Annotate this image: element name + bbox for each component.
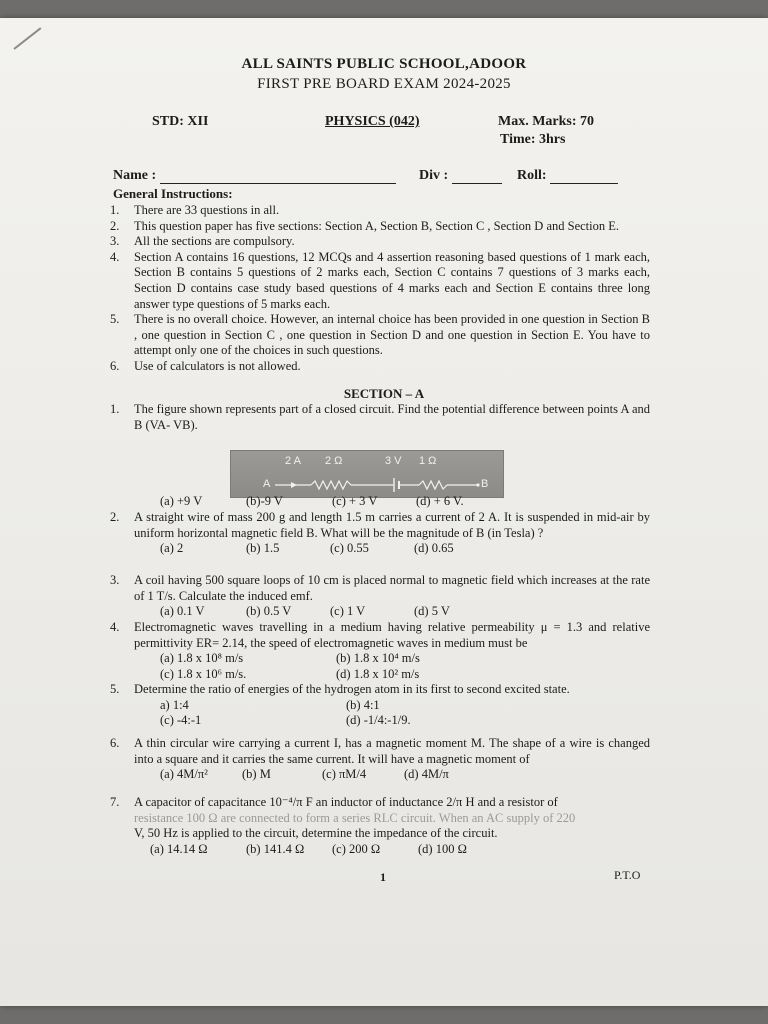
name-field <box>113 168 396 184</box>
instructions-list <box>110 203 650 375</box>
option: (c) πM/4 <box>322 767 367 782</box>
option: (c) 0.55 <box>330 541 369 556</box>
circuit-current-label: 2 A <box>285 455 301 467</box>
circuit-resistor1-label: 2 Ω <box>325 455 343 467</box>
instruction-item: 1. There are 33 questions in all. <box>110 203 280 217</box>
question-text: Electromagnetic waves travelling in a medium having relative permeability μ = 1.3 and relative permittivity ER= 2.14, the speed of electromagnetic waves in medium must be <box>134 620 650 650</box>
option: (d) 0.65 <box>414 541 454 556</box>
pto-label: P.T.O <box>614 868 641 882</box>
question-text-faded: resistance 100 Ω are connected to form a series RLC circuit. When an AC supply of 220 <box>134 810 576 825</box>
max-marks-label: Max. Marks: 70 <box>498 114 595 129</box>
page-number: 1 <box>380 870 386 884</box>
option: a) 1:4 <box>160 697 189 712</box>
question-2: 2. A straight wire of mass 200 g and length 1.5 m carries a current of 2 A. It is suspended in mid-air by uniform horizontal magnetic field B. What will be the magnitude of B (in Tesla) ? (a) 2 (b) 1.5 (c) 0.55 (d) 0.65 <box>110 510 650 556</box>
option: (d) 100 Ω <box>418 841 467 856</box>
roll-blank <box>550 169 618 184</box>
name-label: Name : <box>113 168 157 183</box>
option: (c) 1.8 x 10⁶ m/s. <box>160 666 247 681</box>
option: (a) 0.1 V <box>160 604 205 619</box>
school-name: ALL SAINTS PUBLIC SCHOOL,ADOOR <box>241 56 527 72</box>
question-text: The figure shown represents part of a closed circuit. Find the potential difference between points A and B (VA- VB). <box>134 402 650 432</box>
option: (b) M <box>242 767 271 782</box>
question-1-options <box>110 494 650 510</box>
option: (a) 14.14 Ω <box>150 841 208 856</box>
subject-label: PHYSICS (042) <box>325 114 420 129</box>
question-text: A capacitor of capacitance 10⁻⁴/π F an inductor of inductance 2/π H and a resistor of <box>134 795 558 809</box>
option: (d) 4M/π <box>404 767 449 782</box>
option: (d) -1/4:-1/9. <box>346 713 411 728</box>
circuit-point-b: B <box>481 478 489 490</box>
option: (c) + 3 V <box>332 494 378 508</box>
roll-field <box>517 168 618 184</box>
instruction-item: 3. All the sections are compulsory. <box>110 234 295 249</box>
question-text: Determine the ratio of energies of the hydrogen atom in its first to second excited state. <box>134 682 570 696</box>
question-text: A straight wire of mass 200 g and length 1.5 m carries a current of 2 A. It is suspended in mid-air by uniform horizontal magnetic field B. What will be the magnitude of B (in Tesla) ? <box>134 510 650 540</box>
question-text: A thin circular wire carrying a current I, has a magnetic moment M. The shape of a wire is changed into a square and it carries the same current. It will have a magnetic moment of <box>134 736 650 766</box>
option: (b) 0.5 V <box>246 604 292 619</box>
exam-paper <box>0 18 768 1006</box>
instruction-item: 5. There is no overall choice. However, an internal choice has been provided in one question in Section B , one question in Section C , one question in Section D and one question in Section E. You have to attempt only one of the choices in such questions. <box>110 312 650 358</box>
question-7: 7. A capacitor of capacitance 10⁻⁴/π F an inductor of inductance 2/π H and a resistor of resistance 100 Ω are connected to form a series RLC circuit. When an AC supply of 220 V, 50 Hz is applied to the circuit, determine the impedance of the circuit. (a) 14.14 Ω (b) 141.4 Ω (c) 200 Ω (d) 100 Ω <box>110 795 650 857</box>
time-label: Time: 3hrs <box>500 132 566 147</box>
div-label: Div : <box>419 168 449 183</box>
question-3: 3. A coil having 500 square loops of 10 cm is placed normal to magnetic field which increases at the rate of 1 T/s. Calculate the induced emf. (a) 0.1 V (b) 0.5 V (c) 1 V (d) 5 V <box>110 573 650 619</box>
option: (c) 200 Ω <box>332 841 381 856</box>
section-a-heading: SECTION – A <box>343 386 425 401</box>
question-1: 1. The figure shown represents part of a closed circuit. Find the potential difference between points A and B (VA- VB). <box>110 402 650 432</box>
question-4: 4. Electromagnetic waves travelling in a medium having relative permeability μ = 1.3 and relative permittivity ER= 2.14, the speed of electromagnetic waves in medium must be (a) 1.8 x 10⁸ m/s (b) 1.8 x 10⁴ m/s (c) 1.8 x 10⁶ m/s. (d) 1.8 x 10² m/s <box>110 620 650 681</box>
pencil-mark <box>13 27 41 50</box>
option: (b) 1.8 x 10⁴ m/s <box>336 651 420 666</box>
name-blank <box>160 169 396 184</box>
option: (b)-9 V <box>246 494 283 508</box>
option: (a) 1.8 x 10⁸ m/s <box>160 651 244 666</box>
circuit-wires <box>231 451 503 497</box>
roll-label: Roll: <box>517 168 547 183</box>
option: (b) 1.5 <box>246 541 280 556</box>
instruction-item: 4. Section A contains 16 questions, 12 MCQs and 4 assertion reasoning based questions of 1 mark each, Section B contains 5 questions of 2 marks each, Section C contains 7 questions of 3 marks each, Section D contains case study based questions of 4 marks each and Section E contains three long answer type questions of 5 marks each. <box>110 249 650 311</box>
div-blank <box>452 169 502 184</box>
option: (d) 1.8 x 10² m/s <box>336 666 420 681</box>
exam-title: FIRST PRE BOARD EXAM 2024-2025 <box>257 76 511 92</box>
question-text: V, 50 Hz is applied to the circuit, determine the impedance of the circuit. <box>134 826 498 841</box>
standard-label: STD: XII <box>152 114 209 129</box>
option: (b) 141.4 Ω <box>246 841 305 856</box>
option: (c) 1 V <box>330 604 366 619</box>
circuit-point-a: A <box>263 478 271 490</box>
option: (a) 4M/π² <box>160 767 208 782</box>
circuit-diagram <box>230 450 504 498</box>
option: (b) 4:1 <box>346 697 380 712</box>
instruction-item: 2. This question paper has five sections: Section A, Section B, Section C , Section D and Section E. <box>110 218 619 233</box>
option: (a) +9 V <box>160 494 203 508</box>
instructions-heading: General Instructions: <box>113 186 233 201</box>
question-6: 6. A thin circular wire carrying a current I, has a magnetic moment M. The shape of a wire is changed into a square and it carries the same current. It will have a magnetic moment of (a) 4M/π² (b) M (c) πM/4 (d) 4M/π <box>110 736 650 782</box>
question-text: A coil having 500 square loops of 10 cm is placed normal to magnetic field which increases at the rate of 1 T/s. Calculate the induced emf. <box>134 573 650 603</box>
circuit-resistor2-label: 1 Ω <box>419 455 437 467</box>
option: (d) 5 V <box>414 604 450 619</box>
question-5: 5. Determine the ratio of energies of the hydrogen atom in its first to second excited state. a) 1:4 (b) 4:1 (c) -4:-1 (d) -1/4:-1/9. <box>110 682 650 729</box>
option: (c) -4:-1 <box>160 713 202 728</box>
div-field <box>419 168 502 184</box>
circuit-emf-label: 3 V <box>385 455 402 467</box>
instruction-item: 6. Use of calculators is not allowed. <box>110 358 301 373</box>
option: (d) + 6 V. <box>416 494 464 508</box>
option: (a) 2 <box>160 541 184 556</box>
